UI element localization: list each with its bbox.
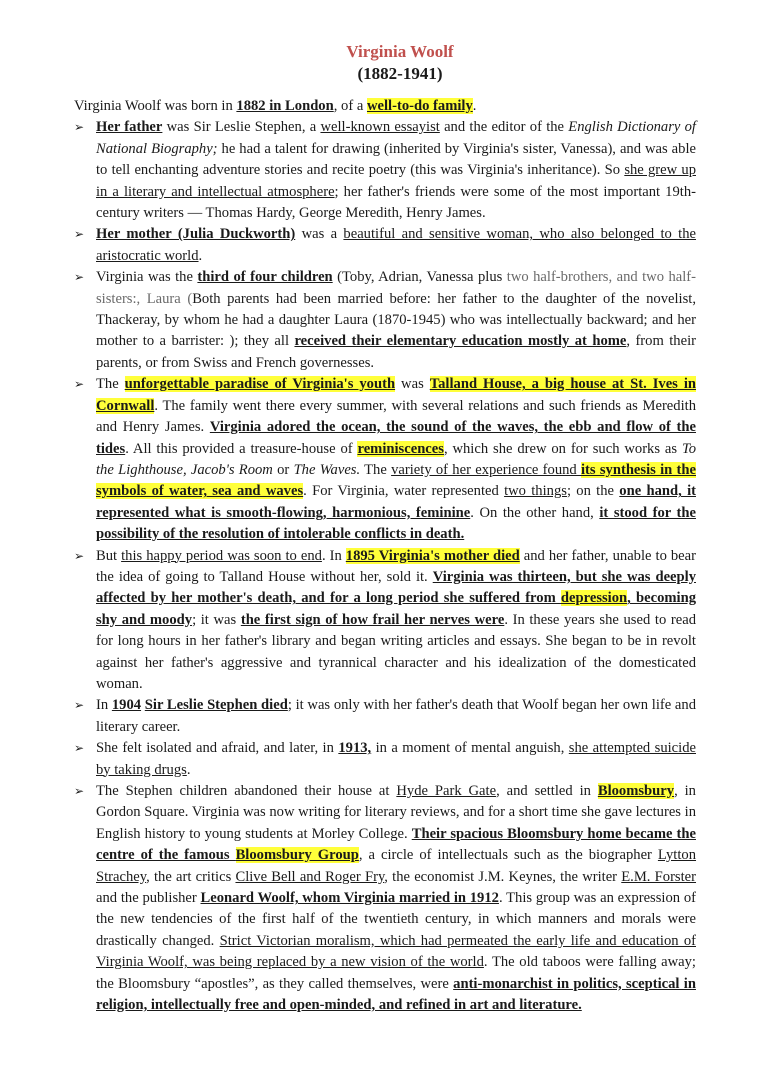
emphasized-text: 1895 Virginia's mother died — [345, 547, 520, 564]
text-run: was Sir Leslie Stephen, a — [162, 119, 321, 136]
text-run: Virginia Woolf was born in — [74, 98, 237, 114]
text-run: he had a talent for drawing (inherited by Virginia's sister, Vanessa), and was able to tell enchanting adventure stories and recite poetry (this was Virginia's inheritance). So — [96, 140, 696, 179]
text-run: Both parents had been married before: her father to the daughter of the novelist, Thackeray, by whom he had a daughter Laura (1870-1945) who was intellectually backward; and her mother to a barrister: ); they all — [96, 290, 696, 350]
text-run: , from their parents, or from Swiss and French governesses. — [96, 333, 696, 371]
text-run: ; it was — [192, 611, 241, 628]
text-run: and the publisher — [96, 890, 201, 907]
text-run: , the art critics — [146, 868, 236, 885]
text-run: , a circle of intellectuals such as the biographer — [358, 847, 658, 864]
text-run: . — [198, 247, 203, 264]
text-run: or — [272, 461, 294, 478]
emphasized-text: third of four children — [197, 269, 333, 286]
emphasized-text: 1904 — [111, 697, 142, 714]
document-page — [74, 0, 696, 1016]
text-run: was — [395, 376, 430, 393]
text-run: . — [472, 98, 477, 114]
emphasized-text: she attempted suicide by taking drugs — [96, 740, 696, 778]
emphasized-text: Her mother (Julia Duckworth) — [96, 226, 296, 243]
bullet-item — [74, 374, 696, 545]
emphasized-text: Lytton Strachey — [96, 847, 697, 885]
emphasized-text: Strict Victorian moralism, which had permeated the early life and education of Virginia Woolf, was being replaced by a new vision of the world — [96, 932, 696, 971]
emphasized-text: it stood for the possibility of the resolution of intolerable conflicts in death. — [96, 504, 696, 543]
bullet-item — [74, 224, 696, 267]
emphasized-text: Leonard Woolf, whom Virginia married in 1912 — [200, 890, 499, 907]
text-run: Virginia was the — [96, 269, 198, 286]
text-run: . This group was an expression of the new tendencies of the first half of the twentieth century, in which manners and morals were drastically changed. — [96, 890, 696, 949]
text-run: , which she drew on for such works as — [443, 440, 682, 457]
emphasized-text: Clive Bell and Roger Fry — [235, 868, 385, 885]
bullet-item — [74, 781, 696, 1016]
emphasized-text: well-to-do family — [366, 98, 473, 114]
emphasized-text: anti-monarchist in politics, sceptical in religion, intellectually free and open-minded, and refined in art and literature. — [96, 975, 696, 1014]
text-run: . The family went there every summer, with several relations and such friends as Meredith and Henry James. — [96, 397, 696, 436]
emphasized-text: unforgettable paradise of Virginia's youth — [124, 376, 396, 393]
text-run: . All this provided a treasure-house of — [125, 440, 358, 457]
text-run: and the editor of the — [439, 119, 569, 136]
emphasized-text: To the Lighthouse, Jacob's Room — [96, 440, 697, 478]
emphasized-text: Their spacious Bloomsbury home became the centre of the famous — [96, 825, 696, 864]
arrow-bullet-icon: ➢ — [74, 227, 85, 242]
emphasized-text: 1882 in London — [236, 98, 334, 114]
emphasized-text: Bloomsbury Group — [235, 847, 359, 864]
text-run: ; on the — [566, 483, 620, 500]
emphasized-text: Talland House, a big house at St. Ives in Cornwall — [96, 376, 696, 414]
emphasized-text: The Waves. — [293, 461, 361, 478]
text-run: was a — [295, 226, 344, 243]
text-run: , and settled in — [496, 783, 598, 799]
text-run: In — [96, 697, 112, 714]
text-run: . In — [321, 547, 346, 564]
document-years: (1882-1941) — [357, 64, 443, 83]
text-run: , in Gordon Square. Virginia was now writing for literary reviews, and for a short time she gave lectures in English history to young students at Morley College. — [96, 783, 696, 842]
emphasized-text: E.M. Forster — [621, 868, 697, 885]
text-run: The — [96, 376, 125, 393]
text-run: and her father, unable to bear the idea of going to Talland House without her, sold it. — [96, 547, 696, 585]
text-run: . For Virginia, water represented — [303, 483, 505, 500]
bullet-item — [74, 117, 696, 224]
emphasized-text: she grew up in a literary and intellectual atmosphere — [96, 162, 696, 200]
emphasized-text: two half-brothers, and two half-sisters:, Laura ( — [96, 269, 697, 307]
text-run: She felt isolated and afraid, and later, in — [96, 740, 339, 757]
bullet-item — [74, 546, 696, 696]
text-run: . — [186, 761, 191, 778]
emphasized-text: reminiscences — [357, 440, 444, 457]
emphasized-text: the first sign of how frail her nerves were — [240, 611, 505, 628]
intro-paragraph — [74, 96, 696, 117]
text-run: (Toby, Adrian, Vanessa plus — [332, 269, 507, 286]
bullet-item — [74, 267, 696, 374]
arrow-bullet-icon: ➢ — [74, 698, 85, 713]
text-run: . In these years she used to read for long hours in her father's library and began writing articles and essays. She began to be in revolt against her father's aggressive and tyrannical character and his idealization of the domesticated woman. — [96, 611, 696, 692]
emphasized-text: Her father — [96, 119, 163, 136]
bullet-list — [74, 117, 696, 1016]
emphasized-text: well-known essayist — [320, 119, 440, 136]
emphasized-text: beautiful and sensitive woman, who also belonged to the aristocratic world — [96, 226, 697, 264]
emphasized-text: two things — [504, 483, 567, 500]
emphasized-text: depression — [560, 590, 628, 607]
arrow-bullet-icon: ➢ — [74, 741, 85, 756]
emphasized-text: Bloomsbury — [597, 783, 675, 799]
arrow-bullet-icon: ➢ — [74, 120, 85, 135]
emphasized-text: variety of her experience found — [391, 461, 581, 478]
text-run: But — [96, 547, 122, 564]
text-run: The Stephen children abandoned their house at — [96, 783, 397, 799]
text-run: . The old taboos were falling away; the Bloomsbury “apostles”, as they called themselves, were — [96, 954, 696, 992]
emphasized-text: Hyde Park Gate — [396, 783, 497, 799]
text-run: . On the other hand, — [470, 504, 600, 521]
text-run: ; her father's friends were some of the most important 19th-century writers — Thomas Hardy, George Meredith, Henry James. — [96, 183, 696, 222]
arrow-bullet-icon: ➢ — [74, 548, 85, 563]
text-run: , the economist J.M. Keynes, the writer — [384, 868, 622, 885]
emphasized-text: English Dictionary of National Biography; — [96, 119, 696, 157]
arrow-bullet-icon: ➢ — [74, 377, 85, 392]
emphasized-text: Sir Leslie Stephen died — [144, 697, 288, 714]
arrow-bullet-icon: ➢ — [74, 784, 85, 798]
emphasized-text: its synthesis in the symbols of water, sea and waves — [96, 461, 696, 500]
emphasized-text: one hand, it represented what is smooth-flowing, harmonious, feminine — [96, 483, 696, 521]
text-run: , of a — [333, 98, 367, 114]
document-title: Virginia Woolf — [346, 42, 454, 61]
text-run: ; it was only with her father's death that Woolf began her own life and literary career. — [96, 697, 696, 735]
arrow-bullet-icon: ➢ — [74, 270, 85, 285]
emphasized-text: this happy period was soon to end — [121, 547, 322, 564]
bullet-item — [74, 695, 696, 738]
emphasized-text: Virginia adored the ocean, the sound of the waves, the ebb and flow of the tides — [96, 419, 696, 457]
emphasized-text: , becoming shy and moody — [96, 590, 696, 628]
emphasized-text: 1913, — [338, 740, 372, 757]
emphasized-text: received their elementary education mostly at home — [294, 333, 627, 350]
emphasized-text: Virginia was thirteen, but she was deeply affected by her mother's death, and for a long period she suffered from — [96, 568, 696, 607]
bullet-item — [74, 738, 696, 781]
text-run: in a moment of mental anguish, — [371, 740, 569, 757]
text-run: The — [360, 461, 392, 478]
